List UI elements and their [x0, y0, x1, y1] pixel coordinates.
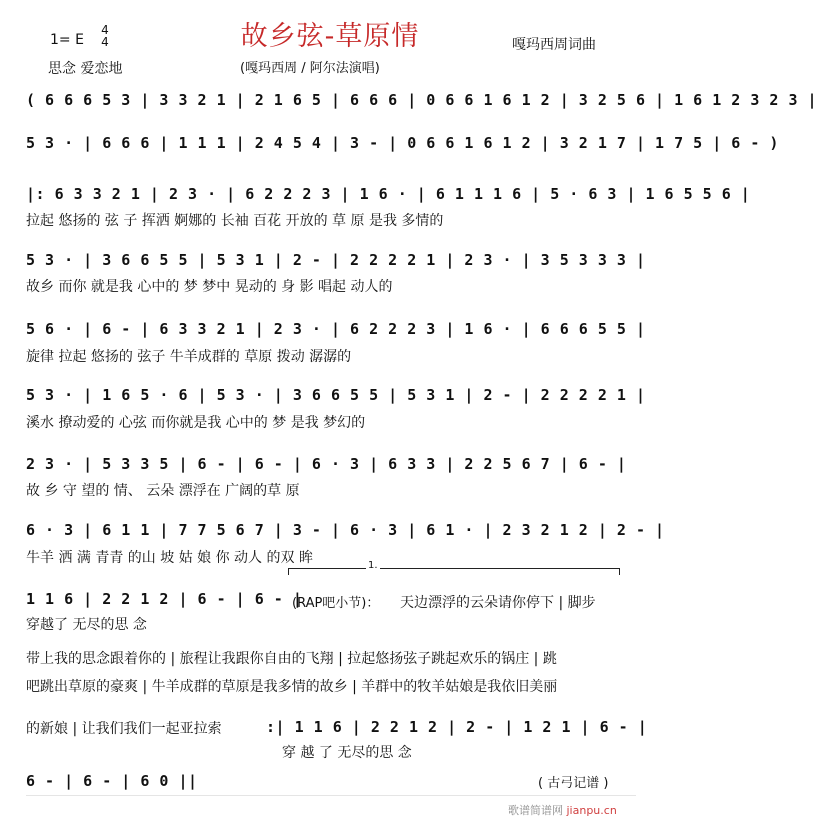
- lyric-row: 溪水 撩动爱的 心弦 而你就是我 心中的 梦 是我 梦幻的: [26, 415, 366, 431]
- music-row: 5 3 · | 6 6 6 | 1 1 1 | 2 4 5 4 | 3 - | 0 6 6 1 6 1 2 | 3 2 1 7 | 1 7 5 | 6 - ): [26, 134, 779, 152]
- transcriber-credit: ( 古弓记谱 ): [538, 776, 609, 791]
- song-title: 故乡弦-草原情: [240, 21, 420, 52]
- rap-line: 天边漂浮的云朵请你停下 | 脚步: [400, 595, 596, 611]
- music-row: 2 3 · | 5 3 3 5 | 6 - | 6 - | 6 · 3 | 6 3 3 | 2 2 5 6 7 | 6 - |: [26, 455, 627, 473]
- music-row: 5 3 · | 3 6 6 5 5 | 5 3 1 | 2 - | 2 2 2 2 1 | 2 3 · | 3 5 3 3 3 |: [26, 251, 646, 269]
- lyric-row: 穿越了 无尽的思 念: [26, 617, 147, 633]
- rap-line: 吧跳出草原的豪爽 | 牛羊成群的草原是我多情的故乡 | 羊群中的牧羊姑娘是我依旧美丽: [26, 679, 558, 695]
- lyric-row: 故乡 而你 就是我 心中的 梦 梦中 晃动的 身 影 唱起 动人的: [26, 279, 393, 295]
- singers: (嘎玛西周 / 阿尔法演唱): [240, 61, 380, 76]
- rap-line: 的新娘 | 让我们我们一起亚拉索: [26, 721, 222, 737]
- volta-bracket: [288, 568, 620, 575]
- watermark-url: jianpu.cn: [566, 804, 617, 817]
- rap-label: (RAP吧小节)：: [292, 596, 380, 611]
- lyric-row: 穿 越 了 无尽的思 念: [282, 745, 412, 761]
- site-watermark: [508, 802, 617, 818]
- music-row: :| 1 1 6 | 2 2 1 2 | 2 - | 1 2 1 | 6 - |: [266, 718, 648, 736]
- music-row: 6 · 3 | 6 1 1 | 7 7 5 6 7 | 3 - | 6 · 3 | 6 1 · | 2 3 2 1 2 | 2 - |: [26, 521, 665, 539]
- meter-bottom: 4: [101, 35, 109, 49]
- composer-credit: 嘎玛西周词曲: [512, 37, 596, 53]
- music-row: 6 - | 6 - | 6 0 ||: [26, 772, 198, 790]
- lyric-row: 拉起 悠扬的 弦 子 挥洒 婀娜的 长袖 百花 开放的 草 原 是我 多情的: [26, 213, 444, 229]
- music-row: ( 6 6 6 5 3 | 3 3 2 1 | 2 1 6 5 | 6 6 6 | 0 6 6 1 6 1 2 | 3 2 5 6 | 1 6 1 2 3 2 3 |: [26, 91, 817, 109]
- lyric-row: 旋律 拉起 悠扬的 弦子 牛羊成群的 草原 拨动 潺潺的: [26, 349, 352, 365]
- footer-divider: [26, 795, 636, 796]
- key-signature: 1= E: [50, 32, 84, 48]
- time-signature: [98, 24, 112, 48]
- meter-top: 4: [101, 23, 109, 37]
- music-row: |: 6 3 3 2 1 | 2 3 · | 6 2 2 2 3 | 1 6 · | 6 1 1 1 6 | 5 · 6 3 | 1 6 5 5 6 |: [26, 185, 751, 203]
- lyric-row: 故 乡 守 望的 情、 云朵 漂浮在 广阔的草 原: [26, 483, 300, 499]
- watermark-text: 歌谱简谱网: [508, 804, 563, 817]
- lyric-row: 牛羊 洒 满 青青 的山 坡 姑 娘 你 动人 的双 眸: [26, 550, 313, 566]
- music-row: 5 6 · | 6 - | 6 3 3 2 1 | 2 3 · | 6 2 2 2 3 | 1 6 · | 6 6 6 5 5 |: [26, 320, 646, 338]
- tempo-mood: 思念 爱恋地: [48, 61, 123, 77]
- music-row: 5 3 · | 1 6 5 · 6 | 5 3 · | 3 6 6 5 5 | 5 3 1 | 2 - | 2 2 2 2 1 |: [26, 386, 646, 404]
- volta-number: 1.: [368, 560, 378, 571]
- music-row: 1 1 6 | 2 2 1 2 | 6 - | 6 - |: [26, 590, 303, 608]
- rap-line: 带上我的思念跟着你的 | 旅程让我跟你自由的飞翔 | 拉起悠扬弦子跳起欢乐的锅庄 | 跳: [26, 651, 557, 667]
